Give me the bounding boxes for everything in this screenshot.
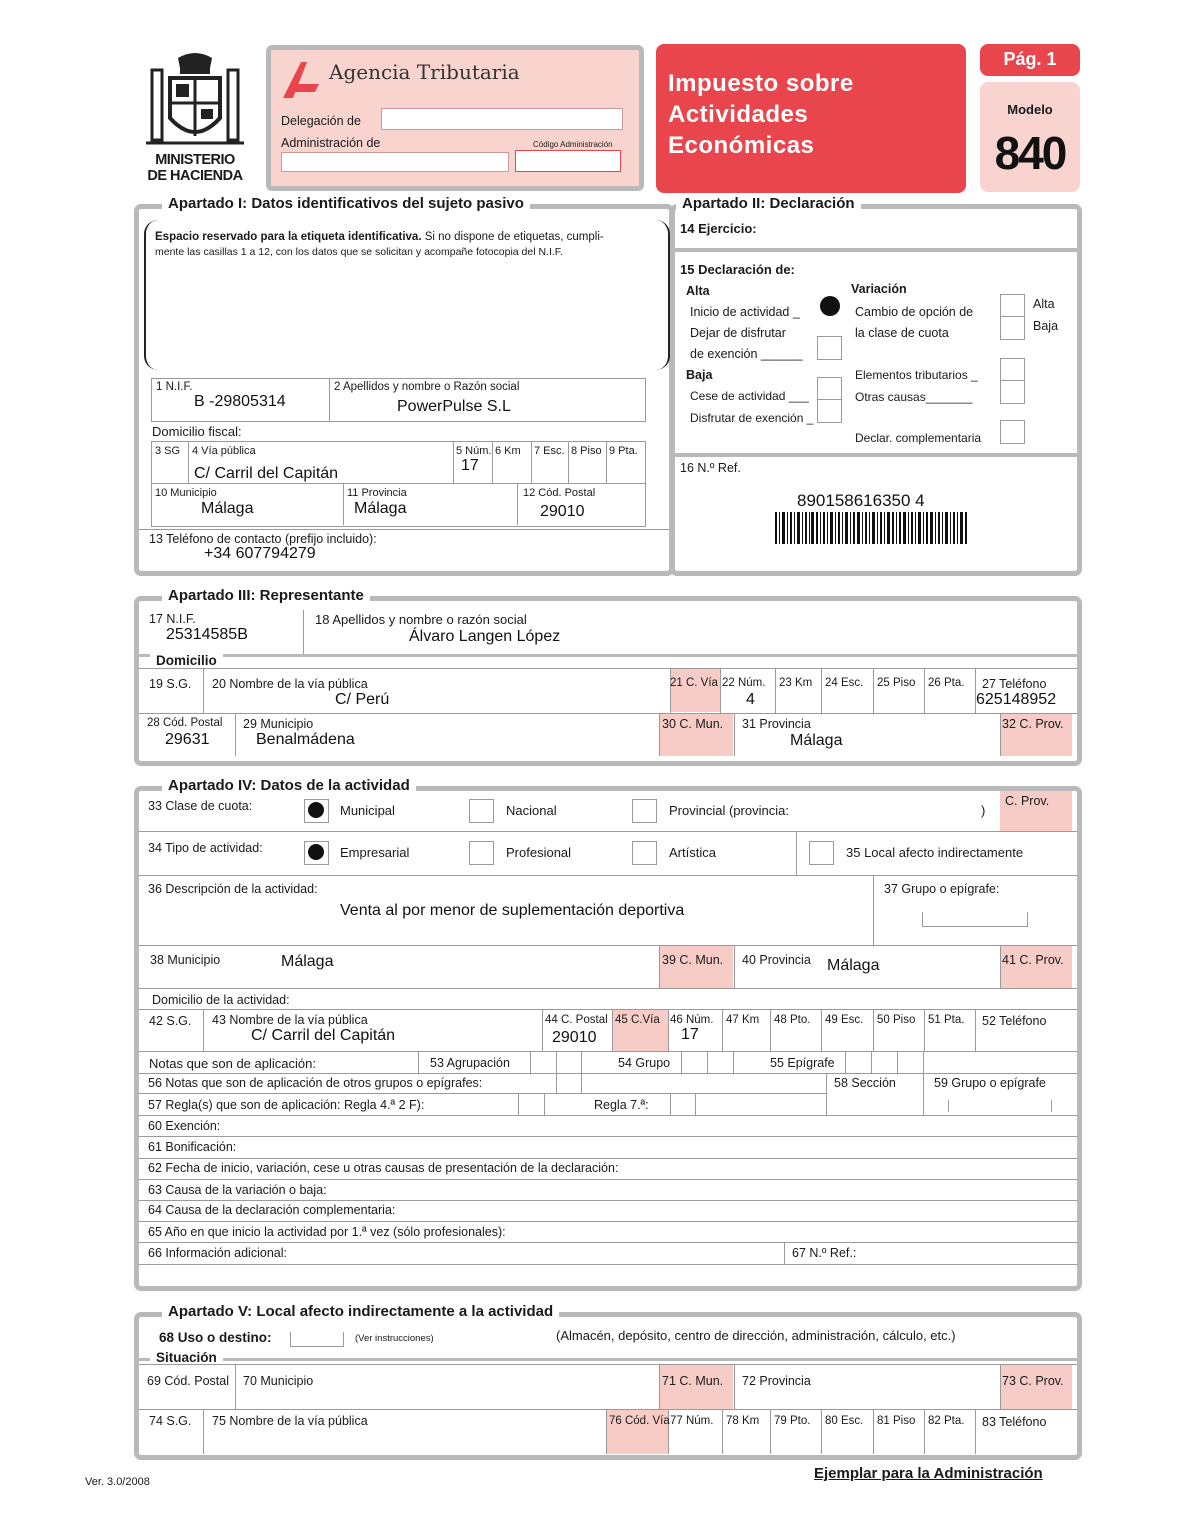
divider [923, 1051, 924, 1073]
administracion-label: Administración de [281, 136, 381, 150]
sg-label: 3 SG [155, 445, 181, 457]
divider [517, 483, 518, 525]
var-alta-label: Alta [1033, 297, 1055, 311]
divider [734, 945, 735, 988]
ejercicio-label: 14 Ejercicio: [680, 221, 757, 236]
divider [775, 668, 776, 713]
label-space-text [155, 230, 665, 260]
copy-label: Ejemplar para la Administración [814, 1465, 1043, 1482]
loc-cmun-label: 71 C. Mun. [662, 1374, 724, 1388]
divider [139, 1051, 1077, 1052]
nacional-radio[interactable] [469, 799, 494, 823]
divider [139, 875, 1077, 876]
act-municipio-value: Málaga [281, 953, 334, 970]
rep-provincia-value: Málaga [790, 732, 843, 749]
municipio-value: Málaga [201, 500, 254, 517]
divider [235, 1364, 236, 1409]
otras-checkbox[interactable] [1000, 380, 1025, 404]
divider [139, 1009, 1077, 1010]
divider [418, 1051, 419, 1073]
inicio-checkbox-checked[interactable] [820, 296, 840, 316]
var-baja-label: Baja [1033, 319, 1059, 333]
divider [139, 1358, 1077, 1361]
divider [975, 1409, 976, 1454]
info-label: 66 Información adicional: [148, 1246, 287, 1260]
divider [518, 1093, 519, 1115]
tax-title-line1: Impuesto sobre [668, 70, 854, 97]
divider [873, 668, 874, 713]
rep-nif-label: 17 N.I.F. [149, 612, 196, 626]
divider [139, 988, 1077, 989]
divider [681, 1051, 682, 1073]
rep-nif-value: 25314585B [166, 626, 248, 643]
provincia-value: Málaga [354, 500, 407, 517]
divider [873, 1409, 874, 1454]
km-label: 6 Km [495, 445, 521, 457]
divider [556, 1051, 557, 1093]
divider [139, 1093, 826, 1094]
var-baja-checkbox[interactable] [1000, 316, 1025, 340]
variacion-label: Variación [851, 282, 907, 296]
rep-name-label: 18 Apellidos y nombre o razón social [315, 612, 527, 627]
divider [203, 1409, 204, 1454]
divider [675, 248, 1077, 252]
num-label: 5 Núm. [456, 445, 492, 457]
cprov-label: C. Prov. [1005, 794, 1050, 808]
empresarial-label: Empresarial [340, 845, 410, 860]
cese-label: Cese de actividad ___ [690, 389, 809, 403]
divider [139, 529, 669, 530]
act-km-label: 47 Km [726, 1014, 760, 1026]
divider [670, 1093, 671, 1115]
loc-cprov-label: 73 C. Prov. [1002, 1374, 1064, 1388]
loc-cp-label: 69 Cód. Postal [147, 1374, 229, 1388]
act-cprov-label: 41 C. Prov. [1002, 953, 1064, 967]
page-badge [980, 44, 1080, 76]
delegacion-label: Delegación de [281, 114, 361, 128]
descripcion-value: Venta al por menor de suplementación deportiva [340, 902, 685, 919]
loc-sg-label: 74 S.G. [149, 1414, 192, 1428]
divider [203, 668, 204, 713]
cp-value: 29010 [540, 503, 585, 520]
divider [606, 1409, 607, 1454]
rep-cvia-label: 21 C. Vía [670, 677, 718, 689]
rep-pta-label: 26 Pta. [928, 677, 965, 689]
exencion-label: 60 Exención: [148, 1119, 221, 1133]
piso-label: 8 Piso [571, 445, 602, 457]
act-cvia-label: 45 C.Vía [615, 1014, 660, 1026]
ref67-label: 67 N.º Ref.: [792, 1246, 857, 1260]
loc-esc-label: 80 Esc. [825, 1415, 864, 1427]
dejar-label-2: de exención ______ [690, 347, 803, 361]
label-space-bold: Espacio reservado para la etiqueta identificativa. [155, 231, 422, 243]
divider [303, 610, 304, 654]
via-label: 4 Vía pública [192, 445, 256, 457]
provincial-close-paren: ) [981, 803, 986, 818]
act-esc-label: 49 Esc. [825, 1014, 864, 1026]
rep-municipio-label: 29 Municipio [243, 717, 314, 731]
regla7-label: Regla 7.ª: [594, 1098, 649, 1112]
descripcion-label: 36 Descripción de la actividad: [148, 882, 318, 896]
fecha-label: 62 Fecha de inicio, variación, cese u otras causas de presentación de la declaración: [148, 1161, 619, 1175]
loc-codvia-label: 76 Cód. Vía [609, 1415, 670, 1427]
divider [139, 654, 1077, 657]
uso-examples: (Almacén, depósito, centro de dirección, administración, cálculo, etc.) [556, 1328, 956, 1343]
uso-label: 68 Uso o destino: [159, 1330, 272, 1345]
var-alta-checkbox[interactable] [1000, 294, 1025, 318]
coat-of-arms-icon [140, 48, 250, 153]
provincial-radio[interactable] [632, 799, 657, 823]
page-label: Pág. 1 [1003, 49, 1057, 69]
act-tel-label: 52 Teléfono [982, 1014, 1047, 1028]
loc-km-label: 78 Km [726, 1415, 760, 1427]
artistica-radio[interactable] [632, 841, 657, 865]
rep-name-value: Álvaro Langen López [409, 628, 561, 645]
name-value: PowerPulse S.L [397, 398, 511, 415]
tax-title-line3: Económicas [668, 132, 815, 159]
divider [139, 1264, 1077, 1265]
nacional-label: Nacional [506, 803, 557, 818]
disfrutar-label: Disfrutar de exención _ [690, 411, 814, 425]
divider [139, 1073, 1077, 1074]
section-2-title: Apartado II: Declaración [676, 195, 861, 212]
divider [722, 1009, 723, 1051]
divider [659, 1364, 660, 1409]
divider [734, 713, 735, 756]
local-afecto-checkbox[interactable] [809, 841, 834, 865]
tax-title-line2: Actividades [668, 101, 809, 128]
cambio-label-2: la clase de cuota [855, 326, 949, 340]
loc-pto-label: 79 Pto. [774, 1415, 811, 1427]
divider [722, 1409, 723, 1454]
rep-cp-label: 28 Cód. Postal [147, 717, 223, 729]
divider [139, 1200, 1077, 1201]
rep-num-value: 4 [746, 691, 755, 708]
divider [924, 668, 925, 713]
ref-label: 16 N.º Ref. [680, 461, 741, 475]
act-municipio-label: 38 Municipio [150, 953, 221, 967]
agency-box [266, 45, 644, 191]
num-value: 17 [461, 457, 479, 474]
divider [139, 1136, 1077, 1137]
divider [139, 1158, 1077, 1159]
loc-num-label: 77 Núm. [670, 1415, 714, 1427]
divider [734, 1364, 735, 1409]
divider [871, 1051, 872, 1073]
divider [139, 831, 1077, 832]
divider [139, 1364, 1077, 1365]
pta-label: 9 Pta. [609, 445, 638, 457]
barcode-icon [775, 512, 968, 544]
divider [924, 1409, 925, 1454]
grupo-epigrafe-label: 37 Grupo o epígrafe: [884, 882, 1000, 896]
divider [659, 713, 660, 756]
divider [139, 668, 1077, 669]
act-cmun-label: 39 C. Mun. [662, 953, 724, 967]
complementaria-label: Declar. complementaria [855, 431, 982, 445]
divider [139, 945, 1077, 946]
profesional-radio[interactable] [469, 841, 494, 865]
divider [139, 713, 1077, 714]
declaracion-label: 15 Declaración de: [680, 262, 795, 277]
divider [139, 1242, 1077, 1243]
agency-logo-icon [279, 58, 323, 102]
profesional-label: Profesional [506, 845, 572, 860]
act-domicilio-label: Domicilio de la actividad: [152, 993, 290, 1007]
divider [821, 1009, 822, 1051]
rep-sg-label: 19 S.G. [149, 677, 192, 691]
divider [675, 453, 1077, 457]
local-afecto-label: 35 Local afecto indirectamente [846, 845, 1024, 860]
act-via-label: 43 Nombre de la vía pública [212, 1013, 368, 1027]
municipal-label: Municipal [340, 803, 395, 818]
cese-checkbox[interactable] [817, 377, 842, 401]
divider [139, 1221, 1077, 1222]
clase-label: 33 Clase de cuota: [148, 799, 253, 813]
divider [659, 945, 660, 988]
divider [821, 1409, 822, 1454]
divider [188, 441, 189, 483]
divider [492, 441, 493, 483]
tax-title-box [656, 44, 966, 193]
cp-label: 12 Cód. Postal [523, 487, 596, 499]
label-space-rest1: Si no dispone de etiquetas, cumpli- [421, 231, 604, 243]
delegacion-field[interactable] [381, 108, 623, 130]
divider [873, 1009, 874, 1051]
divider [1000, 713, 1001, 756]
divider [897, 1051, 898, 1073]
regla57-label: 57 Regla(s) que son de aplicación: Regla 4.ª 2 F): [148, 1098, 425, 1112]
divider [695, 1093, 696, 1115]
grupo-epigrafe-field[interactable] [922, 912, 1028, 927]
divider [139, 1115, 1077, 1116]
loc-tel-label: 83 Teléfono [982, 1415, 1047, 1429]
divider [668, 1009, 669, 1051]
codigo-admin-field[interactable] [515, 150, 621, 172]
epigrafe55-label: 55 Epígrafe [770, 1056, 835, 1070]
divider [530, 1051, 531, 1073]
divider [531, 441, 532, 483]
rep-tel-value: 625148952 [976, 691, 1057, 708]
act-cp-value: 29010 [552, 1029, 597, 1046]
dejar-label-1: Dejar de disfrutar [690, 326, 786, 340]
divider [924, 1009, 925, 1051]
anio-label: 65 Año en que inicio la actividad por 1.ª vez (sólo profesionales): [148, 1225, 506, 1239]
act-via-value: C/ Carril del Capitán [251, 1027, 396, 1044]
divider [975, 1009, 976, 1051]
situacion-label: Situación [150, 1350, 223, 1365]
esc-label: 7 Esc. [534, 445, 565, 457]
ministry-logo [140, 48, 250, 188]
divider [606, 441, 607, 483]
via-value: C/ Carril del Capitán [194, 465, 339, 482]
divider [343, 483, 344, 525]
divider [770, 1409, 771, 1454]
elementos-checkbox[interactable] [1000, 358, 1025, 382]
act-pta-label: 51 Pta. [928, 1014, 965, 1026]
grupo59-label: 59 Grupo o epígrafe [934, 1076, 1046, 1090]
modelo-label: Modelo [1007, 102, 1053, 117]
name-label: 2 Apellidos y nombre o Razón social [334, 381, 520, 393]
notas-label: Notas que son de aplicación: [149, 1056, 316, 1071]
divider [821, 668, 822, 713]
grupo59-field[interactable] [948, 1100, 1052, 1112]
causa-baja-label: 63 Causa de la variación o baja: [148, 1183, 327, 1197]
divider [873, 875, 874, 945]
rep-tel-label: 27 Teléfono [982, 677, 1047, 691]
divider [845, 1051, 846, 1073]
rep-cp-value: 29631 [165, 731, 210, 748]
seccion58-label: 58 Sección [834, 1076, 896, 1090]
rep-via-label: 20 Nombre de la vía pública [212, 677, 368, 691]
rep-km-label: 23 Km [779, 677, 813, 689]
rep-num-label: 22 Núm. [722, 677, 766, 689]
ministry-line1: MINISTERIO [155, 152, 235, 168]
codigo-admin-label: Código Administración [533, 140, 613, 149]
rep-cmun-label: 30 C. Mun. [662, 717, 724, 731]
administracion-field[interactable] [281, 152, 509, 172]
ver-instrucciones: (Ver instrucciones) [355, 1333, 434, 1344]
divider [568, 441, 569, 483]
loc-municipio-label: 70 Municipio [243, 1374, 314, 1388]
act-provincia-value: Málaga [827, 957, 880, 974]
section-1-title: Apartado I: Datos identificativos del sujeto pasivo [162, 195, 530, 212]
provincia-label: 11 Provincia [347, 487, 407, 499]
tipo-label: 34 Tipo de actividad: [148, 841, 263, 855]
alta-label: Alta [686, 284, 710, 298]
act-num-value: 17 [681, 1026, 699, 1043]
baja-label: Baja [686, 368, 713, 382]
rep-via-value: C/ Perú [335, 691, 390, 708]
divider [203, 1009, 204, 1051]
notas56-label: 56 Notas que son de aplicación de otros grupos o epígrafes: [148, 1076, 483, 1090]
bonificacion-label: 61 Bonificación: [148, 1140, 237, 1154]
rep-esc-label: 24 Esc. [825, 677, 864, 689]
nif-value: B -29805314 [194, 393, 286, 410]
rep-provincia-label: 31 Provincia [742, 717, 811, 731]
section-4-title: Apartado IV: Datos de la actividad [162, 777, 416, 794]
act-cp-label: 44 C. Postal [545, 1014, 608, 1026]
loc-provincia-label: 72 Provincia [742, 1374, 811, 1388]
inicio-label: Inicio de actividad _ [690, 305, 800, 319]
act-pto-label: 48 Pto. [774, 1014, 811, 1026]
divider [612, 1009, 613, 1051]
divider [139, 1179, 1077, 1180]
section-3-title: Apartado III: Representante [162, 587, 370, 604]
rep-municipio-value: Benalmádena [256, 731, 355, 748]
divider [670, 668, 671, 713]
ministry-line2: DE HACIENDA [147, 168, 243, 184]
divider [453, 441, 454, 483]
section-5-title: Apartado V: Local afecto indirectamente a la actividad [162, 1303, 559, 1320]
divider [1000, 1364, 1001, 1409]
divider [720, 668, 721, 713]
divider [235, 713, 236, 756]
dejar-checkbox[interactable] [817, 336, 842, 360]
telefono-label: 13 Teléfono de contacto (prefijo incluido): [149, 532, 377, 546]
complementaria-checkbox[interactable] [1000, 420, 1025, 444]
divider [581, 1051, 582, 1093]
divider [542, 1009, 543, 1051]
rep-piso-label: 25 Piso [877, 677, 916, 689]
loc-pta-label: 82 Pta. [928, 1415, 965, 1427]
divider [923, 1073, 924, 1115]
loc-piso-label: 81 Piso [877, 1415, 916, 1427]
act-provincia-label: 40 Provincia [742, 953, 811, 967]
grupo54-label: 54 Grupo [618, 1056, 671, 1070]
telefono-value: +34 607794279 [204, 545, 316, 562]
divider [796, 831, 797, 875]
municipal-check-dot [308, 802, 324, 818]
label-space-rest2: mente las casillas 1 a 12, con los datos que se solicitan y acompañe fotocopia del N.I.F. [155, 246, 563, 258]
tax-title [668, 68, 854, 161]
divider [1000, 945, 1001, 988]
rep-domicilio-label: Domicilio [150, 653, 223, 668]
artistica-label: Artística [669, 845, 716, 860]
otras-label: Otras causas_______ [855, 390, 973, 404]
ref-value: 890158616350 4 [797, 491, 925, 510]
uso-field[interactable] [290, 1332, 344, 1347]
agrupacion-label: 53 Agrupación [430, 1056, 510, 1070]
version-label: Ver. 3.0/2008 [85, 1476, 150, 1488]
act-num-label: 46 Núm. [670, 1014, 714, 1026]
rep-cprov-label: 32 C. Prov. [1002, 717, 1064, 731]
domicilio-fiscal-label: Domicilio fiscal: [152, 424, 242, 439]
empresarial-check-dot [308, 844, 324, 860]
elementos-label: Elementos tributarios _ [855, 368, 978, 382]
act-piso-label: 50 Piso [877, 1014, 916, 1026]
ministry-name [140, 152, 250, 184]
act-sg-label: 42 S.G. [149, 1014, 192, 1028]
divider [784, 1242, 785, 1264]
modelo-box [980, 82, 1080, 192]
modelo-number: 840 [994, 127, 1066, 179]
divider [770, 1009, 771, 1051]
provincial-label: Provincial (provincia: [669, 803, 789, 818]
rep-cvia-fill [670, 668, 720, 712]
nif-label: 1 N.I.F. [156, 381, 193, 393]
disfrutar-checkbox[interactable] [817, 399, 842, 423]
divider [707, 1051, 708, 1073]
loc-via-label: 75 Nombre de la vía pública [212, 1414, 368, 1428]
divider [544, 1093, 545, 1115]
cambio-label-1: Cambio de opción de [855, 305, 974, 319]
agency-name: Agencia Tributaria [329, 60, 520, 84]
municipio-label: 10 Municipio [155, 487, 217, 499]
divider [733, 1051, 734, 1073]
divider [826, 1073, 827, 1115]
causa-comp-label: 64 Causa de la declaración complementaria: [148, 1203, 396, 1217]
